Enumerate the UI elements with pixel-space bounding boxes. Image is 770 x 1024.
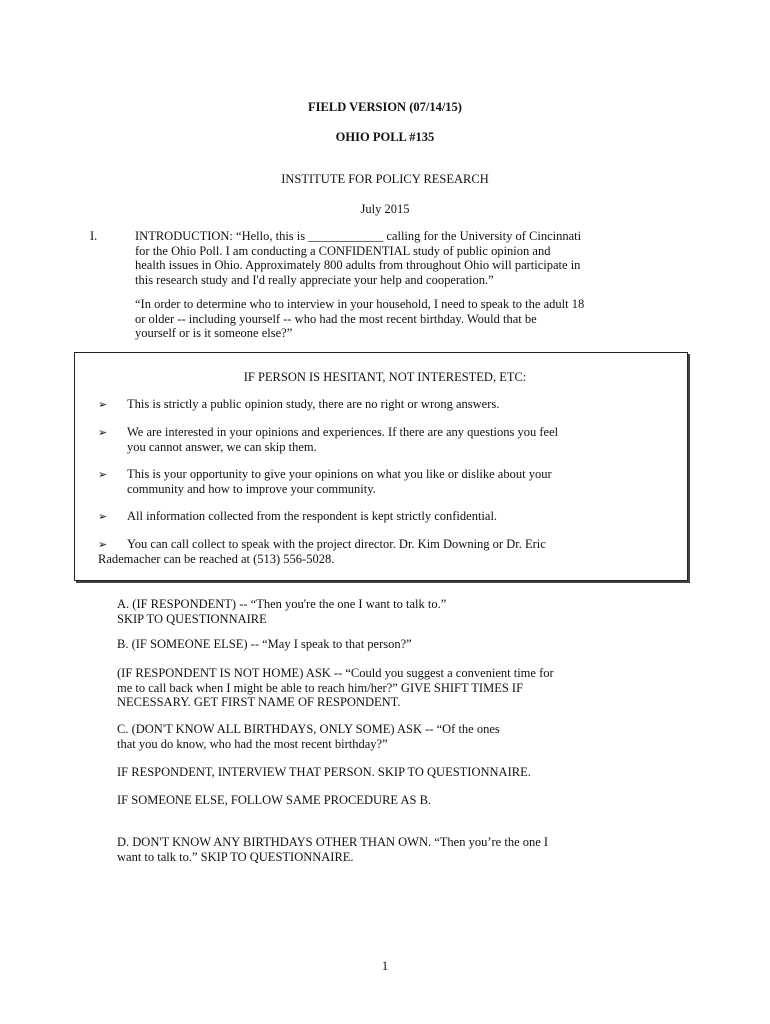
instruction-line: that you do know, who had the most recent birthday?”	[117, 736, 388, 751]
instruction-a	[117, 597, 446, 626]
instruction-line: IF RESPONDENT, INTERVIEW THAT PERSON. SKIP TO QUESTIONNAIRE.	[117, 765, 531, 779]
poll-title: OHIO POLL #135	[335, 130, 435, 144]
hesitant-item-line: This is strictly a public opinion study, there are no right or wrong answers.	[127, 397, 500, 411]
instruction-line: A. (IF RESPONDENT) -- “Then you're the one I want to talk to.”	[117, 597, 447, 611]
introduction-paragraph	[135, 229, 581, 287]
arrow-bullet-icon: ➢	[98, 510, 108, 523]
hesitant-item-line: We are interested in your opinions and experiences. If there are any questions you feel	[127, 425, 559, 439]
instruction-not-home	[117, 666, 554, 710]
intro-line: INTRODUCTION: “Hello, this is ____________ calling for the University of Cincinnati	[135, 229, 582, 243]
institute-name: INSTITUTE FOR POLICY RESEARCH	[281, 172, 489, 186]
birthday-question-paragraph	[135, 297, 584, 341]
hesitant-item	[127, 397, 499, 412]
instruction-d	[117, 835, 548, 864]
instruction-line: SKIP TO QUESTIONNAIRE	[117, 611, 267, 626]
arrow-bullet-icon: ➢	[98, 398, 108, 411]
hesitant-item-line: All information collected from the respondent is kept strictly confidential.	[127, 509, 498, 523]
instruction-line: me to call back when I might be able to reach him/her?” GIVE SHIFT TIMES IF	[117, 680, 524, 695]
birthday-line: “In order to determine who to interview in your household, I need to speak to the adult 18	[135, 297, 585, 311]
hesitant-item	[127, 467, 552, 496]
instruction-line: B. (IF SOMEONE ELSE) -- “May I speak to that person?”	[117, 637, 412, 651]
hesitant-item	[127, 425, 558, 454]
project-director-contact	[98, 537, 546, 566]
contact-line: You can call collect to speak with the project director. Dr. Kim Downing or Dr. Eric	[127, 537, 546, 551]
contact-line: Rademacher can be reached at (513) 556-5028.	[98, 551, 335, 566]
hesitant-item-line: you cannot answer, we can skip them.	[127, 439, 317, 454]
hesitant-item	[127, 509, 497, 524]
instruction-line: want to talk to.” SKIP TO QUESTIONNAIRE.	[117, 849, 354, 864]
instruction-if-someone-else	[117, 793, 431, 808]
instruction-line: (IF RESPONDENT IS NOT HOME) ASK -- “Could you suggest a convenient time for	[117, 666, 554, 680]
hesitant-box-title: IF PERSON IS HESITANT, NOT INTERESTED, ETC:	[243, 370, 527, 384]
birthday-line: or older -- including yourself -- who had the most recent birthday. Would that be	[135, 311, 537, 326]
instruction-c	[117, 722, 500, 751]
instruction-if-respondent	[117, 765, 531, 780]
arrow-bullet-icon: ➢	[98, 426, 108, 439]
intro-line: for the Ohio Poll. I am conducting a CONFIDENTIAL study of public opinion and	[135, 243, 551, 258]
field-version-title: FIELD VERSION (07/14/15)	[308, 100, 462, 114]
instruction-line: C. (DON'T KNOW ALL BIRTHDAYS, ONLY SOME) ASK -- “Of the ones	[117, 722, 500, 736]
intro-line: health issues in Ohio. Approximately 800 adults from throughout Ohio will participate in	[135, 258, 581, 272]
arrow-bullet-icon: ➢	[98, 468, 108, 481]
hesitant-item-line: This is your opportunity to give your opinions on what you like or dislike about your	[127, 467, 552, 481]
intro-line: this research study and I'd really appreciate your help and cooperation.”	[135, 272, 494, 287]
document-date: July 2015	[360, 202, 410, 216]
instruction-line: IF SOMEONE ELSE, FOLLOW SAME PROCEDURE AS B.	[117, 793, 432, 807]
arrow-bullet-icon: ➢	[98, 538, 108, 551]
instruction-line: D. DON'T KNOW ANY BIRTHDAYS OTHER THAN OWN. “Then you’re the one I	[117, 835, 549, 849]
hesitant-item-line: community and how to improve your community.	[127, 481, 376, 496]
instruction-b	[117, 637, 412, 652]
birthday-line: yourself or is it someone else?”	[135, 326, 293, 340]
instruction-line: NECESSARY. GET FIRST NAME OF RESPONDENT.	[117, 695, 401, 709]
section-numeral: I.	[90, 229, 98, 243]
page-number: 1	[381, 959, 389, 973]
